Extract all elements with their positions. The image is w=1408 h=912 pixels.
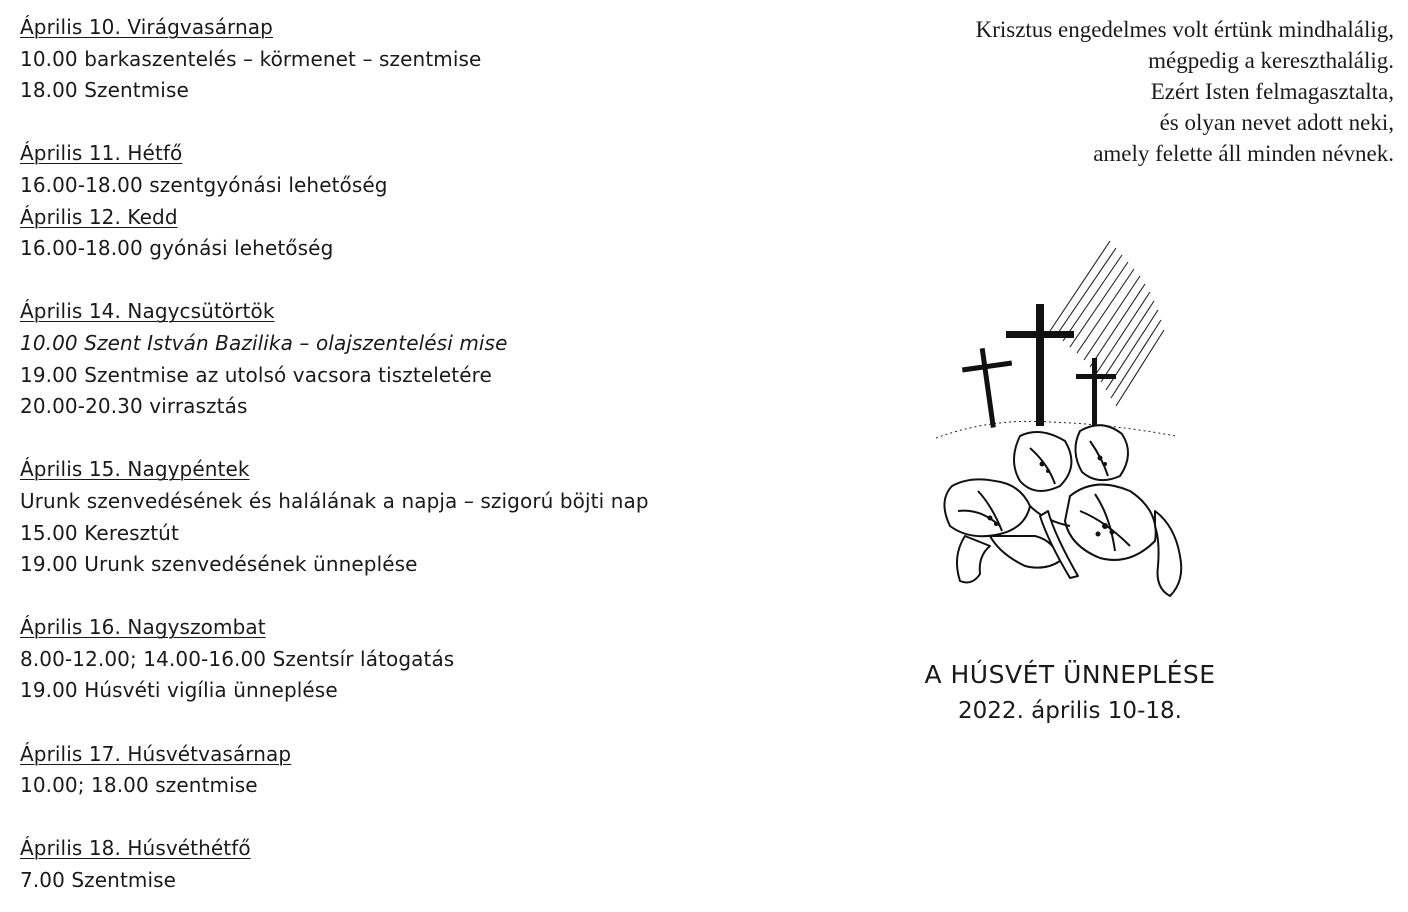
schedule-line: 8.00-12.00; 14.00-16.00 Szentsír látogatás [20,646,455,671]
schedule-line: 10.00 Szent István Bazilika – olajszentelési mise [20,330,508,355]
schedule-line: 19.00 Urunk szenvedésének ünneplése [20,552,418,577]
scripture-quote [874,14,1394,169]
quote-line: mégpedig a kereszthalálig. [1148,48,1394,73]
quote-line: Ezért Isten felmagasztalta, [1150,79,1394,104]
schedule-line: 10.00 barkaszentelés – körmenet – szentmise [20,46,482,71]
schedule-line: 18.00 Szentmise [20,78,189,103]
three-crosses-with-lilies-icon [930,236,1200,606]
schedule-line: 7.00 Szentmise [20,868,177,893]
event-title-block [880,656,1260,728]
quote-line: amely felette áll minden névnek. [1093,141,1394,166]
day-title: Április 12. Kedd [20,204,178,229]
day-title: Április 11. Hétfő [20,141,183,166]
schedule-line: 10.00; 18.00 szentmise [20,773,258,798]
schedule-line: 19.00 Húsvéti vigília ünneplése [20,678,338,703]
schedule-line: 16.00-18.00 szentgyónási lehetőség [20,172,388,197]
schedule-line: 20.00-20.30 virrasztás [20,394,248,419]
day-april-18 [20,833,720,896]
event-dates: 2022. április 10-18. [958,698,1182,724]
day-april-16 [20,612,720,707]
day-title: Április 18. Húsvéthétfő [20,836,251,861]
day-april-12 [20,202,720,265]
schedule-list [20,12,720,897]
day-april-11 [20,138,720,201]
day-title: Április 15. Nagypéntek [20,457,250,482]
schedule-line: 16.00-18.00 gyónási lehetőség [20,236,334,261]
schedule-line: 15.00 Keresztút [20,520,179,545]
day-april-14 [20,296,720,422]
schedule-line: 19.00 Szentmise az utolsó vacsora tiszteletére [20,362,492,387]
day-title: Április 16. Nagyszombat [20,615,266,640]
day-april-15 [20,454,720,580]
quote-line: és olyan nevet adott neki, [1159,110,1394,135]
day-title: Április 17. Húsvétvasárnap [20,741,292,766]
day-title: Április 10. Virágvasárnap [20,15,273,39]
day-april-17 [20,739,720,802]
day-title: Április 14. Nagycsütörtök [20,299,275,324]
schedule-line: Urunk szenvedésének és halálának a napja – szigorú böjti nap [20,488,649,513]
quote-line: Krisztus engedelmes volt értünk mindhalálig, [975,17,1394,42]
day-april-10 [20,12,720,107]
event-title: A HÚSVÉT ÜNNEPLÉSE [924,660,1216,689]
